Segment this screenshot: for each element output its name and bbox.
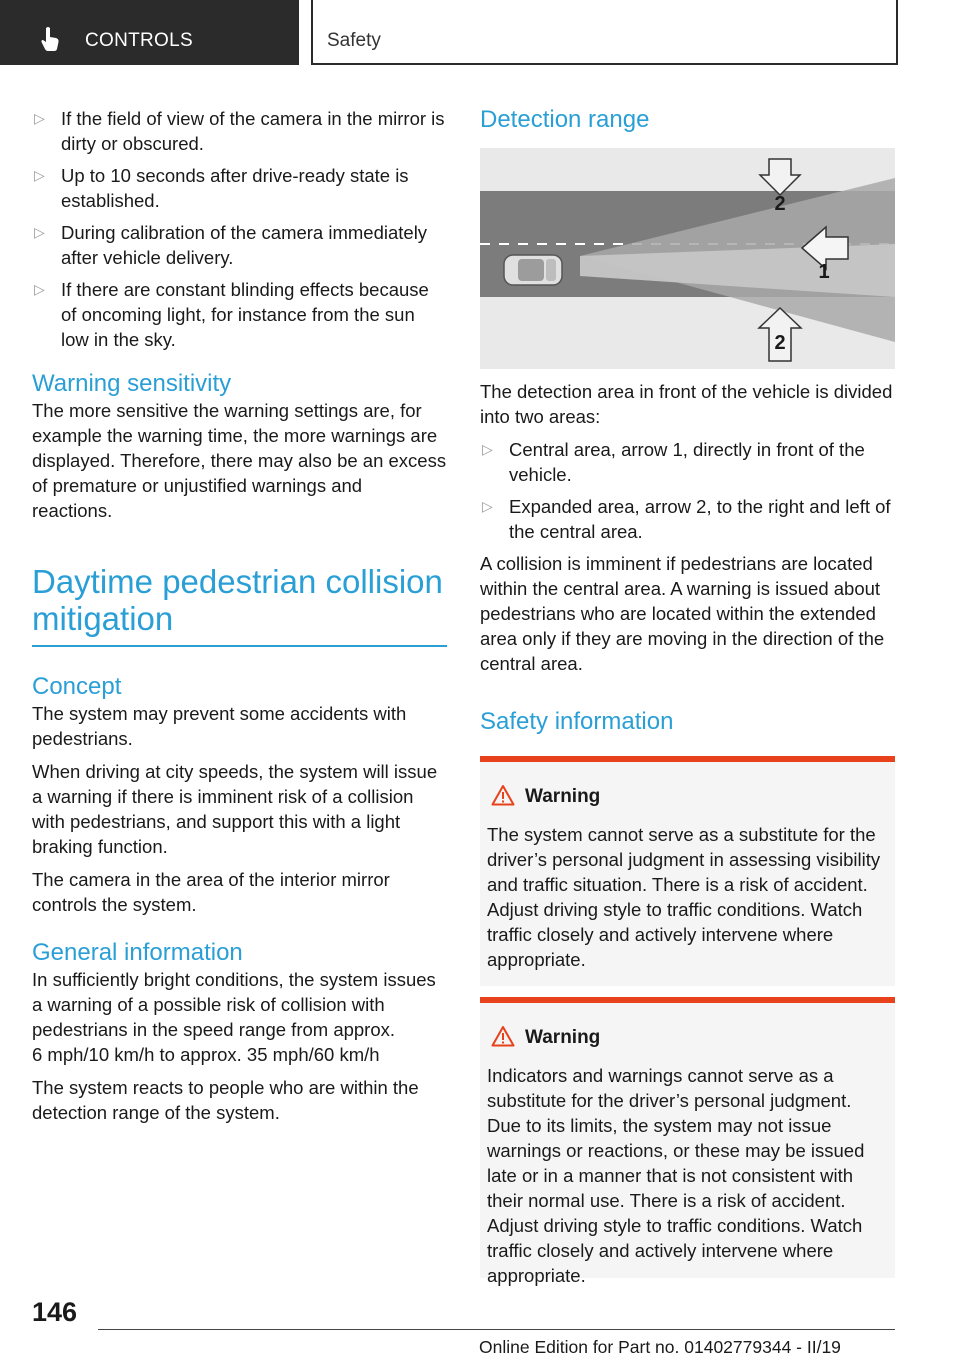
warning-triangle-icon bbox=[491, 1025, 515, 1047]
warning-text: Indicators and warnings cannot serve as a substitute for the driver’s personal judgment. Due to its limits, the system may not issue warnings or reactions, or these may be issued late or in a manner that is not consistent with their normal use. There is a risk of accident. Adjust driving style to traffic conditions. Watch traffic closely and actively intervene where appropriate. bbox=[487, 1065, 865, 1286]
left-column bbox=[32, 106, 447, 1133]
car-icon bbox=[504, 255, 562, 285]
detection-range-heading: Detection range bbox=[480, 106, 650, 133]
figure-label: 2 bbox=[774, 332, 786, 354]
concept-paragraph: The camera in the area of the interior mirror controls the system. bbox=[32, 868, 390, 915]
concept-paragraph: The system may prevent some accidents with pedestrians. bbox=[32, 702, 407, 749]
warning-text: The system cannot serve as a substitute for the driver’s personal judgment in assessing visibility and traffic situation. There is a risk of accident. Adjust driving style to traffic conditions. Watch traffic closely and actively intervene where appropriate. bbox=[487, 824, 881, 970]
section-title: Daytime pedestrian collision mitigation bbox=[32, 563, 443, 637]
detection-paragraph: A collision is imminent if pedestrians are located within the central area. A warning is issued about pedestrians who are located within the extended area only if they are moving in the direction of the central area. bbox=[480, 553, 885, 674]
general-paragraph: In sufficiently bright conditions, the system issues a warning of a possible risk of collision with pedestrians in the speed range from approx. bbox=[32, 968, 436, 1040]
detection-range-figure bbox=[480, 148, 895, 369]
list-item: ▷ During calibration of the camera immediately after vehicle delivery. bbox=[34, 222, 428, 268]
footer-rule bbox=[98, 1329, 895, 1330]
right-column bbox=[480, 379, 895, 736]
warning-sensitivity-heading: Warning sensitivity bbox=[32, 370, 232, 397]
list-item: ▷ Up to 10 seconds after drive-ready state is established. bbox=[34, 165, 409, 211]
bullet-triangle-icon: ▷ bbox=[482, 441, 493, 457]
header-section-label: CONTROLS bbox=[85, 30, 193, 51]
hand-pointer-icon bbox=[40, 26, 62, 52]
list-item: ▷ Central area, arrow 1, directly in front of the vehicle. bbox=[482, 439, 865, 485]
bullet-triangle-icon: ▷ bbox=[482, 498, 493, 514]
concept-heading: Concept bbox=[32, 672, 122, 700]
general-paragraph: The system reacts to people who are within the detection range of the system. bbox=[32, 1076, 419, 1123]
bullet-triangle-icon: ▷ bbox=[34, 110, 45, 126]
figure-label: 1 bbox=[818, 261, 830, 283]
section-title-rule bbox=[32, 645, 447, 647]
footer-edition: Online Edition for Part no. 01402779344 - II/19 bbox=[479, 1337, 841, 1357]
bullet-triangle-icon: ▷ bbox=[34, 224, 45, 240]
header-chapter-label: Safety bbox=[327, 30, 381, 51]
warning-sensitivity-text: The more sensitive the warning settings are, for example the warning time, the more warnings are displayed. Therefore, there may also be an excess of premature or unjustified warnings and reactions. bbox=[32, 400, 447, 521]
warning-triangle-icon bbox=[491, 784, 515, 806]
warning-title: Warning bbox=[525, 786, 601, 807]
list-item: ▷ Expanded area, arrow 2, to the right and left of the central area. bbox=[482, 496, 891, 542]
detection-range-diagram bbox=[480, 148, 895, 369]
speed-range-text: 6 mph/10 km/h to approx. 35 mph/60 km/h bbox=[32, 1043, 380, 1065]
bullet-triangle-icon: ▷ bbox=[34, 281, 45, 297]
warning-box bbox=[480, 997, 895, 1286]
safety-information-heading: Safety information bbox=[480, 708, 674, 735]
warning-box bbox=[480, 756, 895, 986]
header-section-tab[interactable] bbox=[0, 0, 299, 65]
page-number: 146 bbox=[32, 1297, 78, 1327]
concept-paragraph: When driving at city speeds, the system will issue a warning if there is imminent risk of a collision with pedestrians, and support this with a light braking function. bbox=[32, 760, 438, 857]
header-chapter-tab bbox=[311, 0, 898, 65]
detection-intro: The detection area in front of the vehicle is divided into two areas: bbox=[480, 381, 893, 427]
general-information-heading: General information bbox=[32, 938, 243, 966]
warning-title: Warning bbox=[525, 1027, 601, 1048]
list-item: ▷ If the field of view of the camera in the mirror is dirty or obscured. bbox=[34, 108, 445, 154]
list-item: ▷ If there are constant blinding effects because of oncoming light, for instance from the sun low in the sky. bbox=[34, 279, 429, 350]
figure-label: 2 bbox=[774, 193, 786, 215]
bullet-triangle-icon: ▷ bbox=[34, 167, 45, 183]
